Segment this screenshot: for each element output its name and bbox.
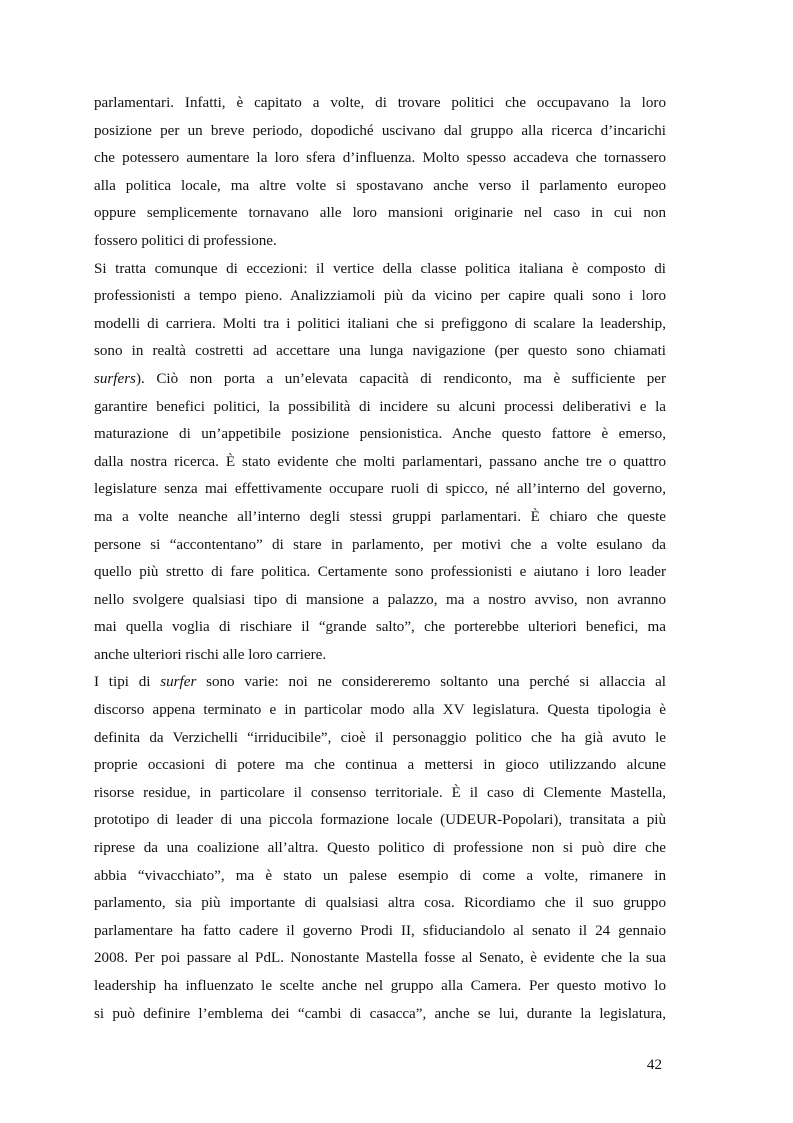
body-text <box>94 90 666 1028</box>
text-line: alla politica locale, ma altre volte si spostavano anche verso il parlamento europeo <box>94 177 666 194</box>
text-line: sono in realtà costretti ad accettare una lunga navigazione (per questo sono chiamati <box>94 343 666 360</box>
text-line: nello svolgere qualsiasi tipo di mansione a palazzo, ma a nostro avviso, non avranno <box>94 591 666 608</box>
text-line: mai quella voglia di rischiare il “grande salto”, che porterebbe ulteriori benefici, ma <box>94 619 666 636</box>
text-line: abbia “vivacchiato”, ma è stato un palese esempio di come a volte, rimanere in <box>94 867 666 884</box>
text-line: posizione per un breve periodo, dopodiché uscivano dal gruppo alla ricerca d’incarichi <box>94 122 666 139</box>
text-line: prototipo di leader di una piccola formazione locale (UDEUR-Popolari), transitata a più <box>94 812 666 829</box>
text-line: definita da Verzichelli “irriducibile”, cioè il personaggio politico che ha già avuto le <box>94 729 666 746</box>
text-line: professionisti a tempo pieno. Analizziamoli più da vicino per capire quali sono i loro <box>94 288 666 305</box>
text-line: proprie occasioni di potere ma che continua a mettersi in gioco utilizzando alcune <box>94 757 666 774</box>
paragraph <box>94 256 666 670</box>
paragraph <box>94 90 666 256</box>
italic-term: surfer <box>160 674 197 691</box>
text-line: discorso appena terminato e in particolar modo alla XV legislatura. Questa tipologia è <box>94 702 666 719</box>
text-line <box>94 669 666 697</box>
text-line: Si tratta comunque di eccezioni: il vertice della classe politica italiana è composto di <box>94 260 666 277</box>
paragraph <box>94 669 666 1028</box>
text-line: parlamentari. Infatti, è capitato a volte, di trovare politici che occupavano la loro <box>94 95 666 111</box>
text-line <box>94 366 666 394</box>
text-line: oppure semplicemente tornavano alle loro mansioni originarie nel caso in cui non <box>94 205 666 222</box>
text-line: 2008. Per poi passare al PdL. Nonostante Mastella fosse al Senato, è evidente che la sua <box>94 950 666 967</box>
text-line: garantire benefici politici, la possibilità di incidere su alcuni processi deliberativi e la <box>94 398 666 415</box>
text-line: parlamento, sia più importante di qualsiasi altra cosa. Ricordiamo che il suo gruppo <box>94 895 666 912</box>
text-line: fossero politici di professione. <box>94 232 277 249</box>
page-number: 42 <box>646 1057 662 1073</box>
text-line: si può definire l’emblema dei “cambi di casacca”, anche se lui, durante la legislatura, <box>94 1005 666 1022</box>
text-line: quello più stretto di fare politica. Certamente sono professionisti e aiutano i loro leader <box>94 564 666 581</box>
text-line: legislature senza mai effettivamente occupare ruoli di spicco, né all’interno del governo, <box>94 481 666 498</box>
text-run: I tipi di <box>94 674 161 691</box>
text-run: ). Ciò non porta a un’elevata capacità di rendiconto, ma è sufficiente per <box>135 370 666 387</box>
text-line: parlamentare ha fatto cadere il governo Prodi II, sfiduciandolo al senato il 24 gennaio <box>94 922 666 939</box>
text-line: persone si “accontentano” di stare in parlamento, per motivi che a volte esulano da <box>94 536 666 553</box>
text-line: dalla nostra ricerca. È stato evidente che molti parlamentari, passano anche tre o quattro <box>94 453 666 470</box>
text-line: anche ulteriori rischi alle loro carriere. <box>94 646 327 663</box>
text-line: ma a volte neanche all’interno degli stessi gruppi parlamentari. È chiaro che queste <box>94 508 666 525</box>
text-line: riprese da una coalizione all’altra. Questo politico di professione non si può dire che <box>94 840 666 857</box>
text-line: risorse residue, in particolare il consenso territoriale. È il caso di Clemente Mastella, <box>94 784 666 801</box>
text-run: sono varie: noi ne considereremo soltanto una perché si allaccia al <box>196 674 667 691</box>
text-line: leadership ha influenzato le scelte anche nel gruppo alla Camera. Per questo motivo lo <box>94 978 666 994</box>
italic-term: surfers <box>94 370 136 387</box>
text-line: che potessero aumentare la loro sfera d’influenza. Molto spesso accadeva che tornassero <box>94 150 666 167</box>
text-line: maturazione di un’appetibile posizione pensionistica. Anche questo fattore è emerso, <box>94 426 666 443</box>
text-line: modelli di carriera. Molti tra i politici italiani che si prefiggono di scalare la leadership, <box>94 315 666 332</box>
